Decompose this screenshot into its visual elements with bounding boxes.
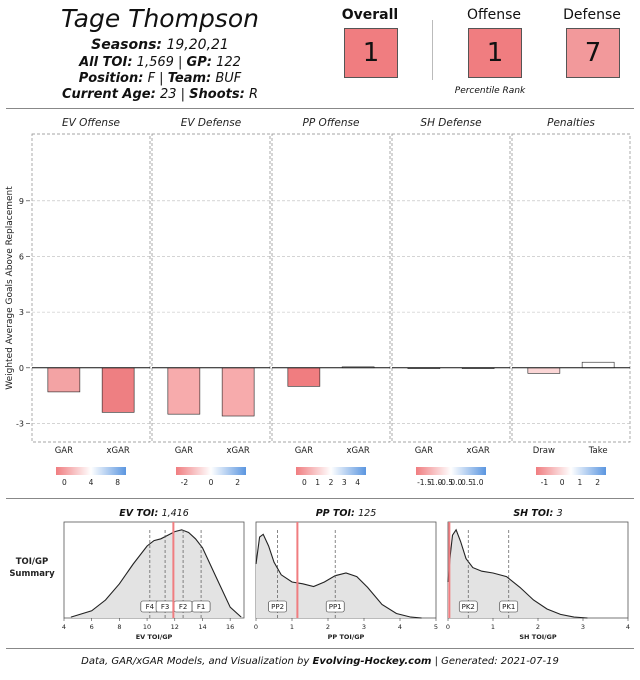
x-tick-label: 4: [61, 623, 67, 631]
x-tick-label: 14: [198, 623, 207, 631]
y-tick-label: 3: [18, 308, 24, 318]
panel-frame: [392, 134, 510, 442]
legend-tick-label: 2: [595, 478, 600, 487]
seasons-line: [0, 37, 320, 53]
team-value: BUF: [215, 71, 242, 86]
header-divider: [6, 108, 634, 109]
toi-title-value: 1,416: [161, 508, 189, 519]
legend-tick-label: 8: [115, 478, 120, 487]
toi-panel-title: [316, 508, 377, 519]
x-tick-label: Take: [588, 446, 608, 456]
overall-rank-box: 1: [344, 28, 398, 78]
legend-tick-label: 1: [315, 478, 321, 487]
x-tick-label: 4: [625, 623, 631, 631]
toi-value: 1,569: [136, 55, 174, 70]
legend-tick-label: -1.5: [417, 478, 432, 487]
bar-gar: [168, 368, 200, 414]
legend-gradient: [416, 467, 486, 475]
role-marker-label: F4: [145, 603, 155, 611]
x-tick-label: xGAR: [466, 446, 490, 456]
footer-divider: [6, 648, 634, 649]
toi-x-axis-label: EV TOI/GP: [135, 633, 173, 641]
toi-label: All TOI:: [79, 55, 133, 70]
legend-tick-label: 2: [328, 478, 334, 487]
legend-tick-label: 0: [302, 478, 307, 487]
rank-divider: [432, 20, 433, 80]
legend-tick-label: 0: [559, 478, 565, 487]
gp-value: 122: [216, 55, 241, 70]
y-axis-label: Weighted Average Goals Above Replacement: [5, 186, 15, 390]
panel-title: EV Offense: [61, 117, 121, 129]
x-tick-label: 10: [142, 623, 152, 631]
toi-line: All TOI: 1,569 | GP: 122: [79, 55, 241, 70]
legend-gradient: [536, 467, 606, 475]
x-tick-label: 5: [433, 623, 439, 631]
legend-tick-label: 0.5: [460, 478, 473, 487]
legend-tick-label: -1: [540, 478, 549, 487]
legend-tick-label: -1.0: [427, 478, 443, 487]
legend-gradient: [176, 467, 246, 475]
x-tick-label: xGAR: [346, 446, 370, 456]
footer-prefix: Data, GAR/xGAR Models, and Visualization by: [81, 656, 310, 667]
panel-frame: [512, 134, 630, 442]
team-label: Team:: [167, 71, 212, 86]
role-marker-label: F1: [196, 603, 206, 611]
player-name: Tage Thompson: [61, 4, 259, 33]
age-label: Current Age:: [62, 87, 156, 102]
gp-label: GP:: [186, 55, 212, 70]
legend-tick-label: 0: [208, 478, 214, 487]
toi-x-axis-label: SH TOI/GP: [519, 633, 557, 641]
toi-panel-title: [513, 508, 562, 519]
gar-panel: [512, 117, 630, 487]
legend-tick-label: 1.0: [471, 478, 484, 487]
role-marker-label: PP2: [271, 603, 285, 611]
x-tick-label: 8: [117, 623, 122, 631]
legend-tick-label: 0: [62, 478, 67, 487]
legend-tick-label: 4: [355, 478, 360, 487]
gar-panel: [152, 117, 270, 487]
shoots-value: R: [248, 87, 258, 102]
y-tick-label: -3: [16, 419, 24, 429]
gar-bar-chart: [0, 112, 640, 492]
legend-tick-label: 3: [341, 478, 347, 487]
role-marker-label: F3: [160, 603, 170, 611]
x-tick-label: 1: [289, 623, 295, 631]
percentile-rank-label: Percentile Rank: [454, 86, 526, 96]
x-tick-label: Draw: [532, 446, 555, 456]
toi-density-chart: [0, 502, 640, 648]
position-line: Position: F | Team: BUF: [78, 71, 242, 86]
legend-tick-label: 4: [88, 478, 94, 487]
legend-tick-label: -0.5: [438, 478, 454, 487]
legend-tick-label: 2: [235, 478, 240, 487]
legend-gradient: [296, 467, 366, 475]
x-tick-label: GAR: [294, 446, 314, 456]
toi-title-value: 125: [358, 508, 377, 519]
bar-xgar: [102, 368, 134, 413]
y-tick-label: 0: [18, 363, 24, 373]
toi-panel-title: [119, 508, 189, 519]
toi-panel: [446, 508, 630, 641]
x-tick-label: 1: [490, 623, 496, 631]
toi-panel: [62, 508, 244, 641]
defense-rank-box: 7: [566, 28, 620, 78]
x-tick-label: xGAR: [106, 446, 130, 456]
toi-title-label: EV TOI:: [119, 508, 162, 519]
panel-title: EV Defense: [180, 117, 242, 129]
offense-rank-label: Offense: [466, 7, 522, 23]
shoots-label: Shoots:: [189, 87, 245, 102]
gar-panel: [392, 117, 510, 487]
age-value: 23: [159, 87, 177, 102]
position-label: Position:: [78, 71, 144, 86]
overall-rank-label: Overall: [341, 7, 399, 23]
legend-tick-label: 1: [577, 478, 583, 487]
position-value: F: [147, 71, 156, 86]
bar-gar: [48, 368, 80, 392]
gar-panel: [32, 117, 150, 487]
seasons-label: Seasons:: [91, 37, 163, 53]
x-tick-label: 3: [361, 623, 367, 631]
legend-tick-label: 0.0: [450, 478, 463, 487]
gar-panel: [272, 117, 390, 487]
bar-gar: [288, 368, 320, 387]
summary-label-line1: TOI/GP: [15, 557, 49, 567]
x-tick-label: 12: [170, 623, 179, 631]
y-tick-label: 9: [18, 196, 24, 206]
x-tick-label: GAR: [414, 446, 434, 456]
x-tick-label: 2: [325, 623, 331, 631]
x-tick-label: 0: [253, 623, 259, 631]
legend-tick-label: -2: [180, 478, 189, 487]
panel-title: Penalties: [547, 117, 595, 129]
role-marker-label: PK2: [461, 603, 475, 611]
panel-title: SH Defense: [420, 117, 482, 129]
x-tick-label: 3: [580, 623, 586, 631]
y-tick-label: 6: [18, 252, 24, 262]
role-marker-label: PP1: [328, 603, 342, 611]
summary-label-line2: Summary: [9, 569, 55, 579]
legend-gradient: [56, 467, 126, 475]
footer-generated: | Generated: 2021-07-19: [434, 656, 559, 667]
toi-x-axis-label: PP TOI/GP: [327, 633, 365, 641]
x-tick-label: GAR: [174, 446, 194, 456]
panel-frame: [272, 134, 390, 442]
bar-draw: [528, 368, 560, 374]
chart-divider: [6, 498, 634, 499]
x-tick-label: 0: [445, 623, 451, 631]
x-tick-label: 2: [535, 623, 541, 631]
role-marker-label: F2: [178, 603, 188, 611]
x-tick-label: xGAR: [226, 446, 250, 456]
x-tick-label: 6: [89, 623, 94, 631]
bar-xgar: [222, 368, 254, 416]
toi-title-value: 3: [556, 508, 563, 519]
toi-title-label: PP TOI:: [315, 508, 359, 519]
toi-panel: [254, 508, 438, 641]
x-tick-label: GAR: [54, 446, 74, 456]
defense-rank-label: Defense: [563, 7, 621, 23]
age-line: Current Age: 23 | Shoots: R: [62, 87, 258, 102]
x-tick-label: 16: [226, 623, 235, 631]
role-marker-label: PK1: [502, 603, 516, 611]
bar-take: [582, 362, 614, 368]
footer-site: Evolving-Hockey.com: [312, 656, 432, 667]
offense-rank-box: 1: [468, 28, 522, 78]
seasons-value: 19,20,21: [166, 37, 229, 53]
x-tick-label: 4: [397, 623, 403, 631]
footer: [0, 656, 640, 667]
panel-title: PP Offense: [302, 117, 360, 129]
toi-title-label: SH TOI:: [513, 508, 557, 519]
